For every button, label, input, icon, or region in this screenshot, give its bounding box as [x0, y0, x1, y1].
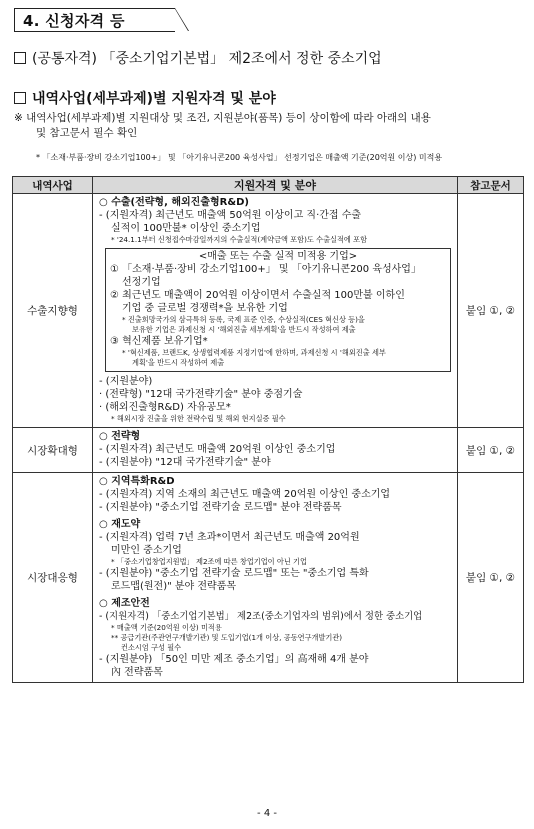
checkbox-square-icon	[14, 92, 26, 104]
footnote: 컨소시엄 구성 필수	[121, 643, 182, 652]
header-program: 내역사업	[13, 177, 93, 194]
line: 선정기업	[122, 277, 161, 288]
line: - (지원분야) 「50인 미만 제조 중소기업」의 高재해 4개 분야	[99, 654, 369, 665]
header-eligibility: 지원자격 및 분야	[93, 177, 458, 194]
line: ③ 혁신제품 보유기업*	[110, 336, 208, 347]
detail-heading	[14, 88, 276, 108]
footnote: ** 공급기관(주관연구개발기관) 및 도입기업(1개 이상, 공동연구개발기관)	[111, 633, 343, 642]
row-content	[93, 473, 458, 683]
line: - (지원분야)	[99, 376, 153, 387]
line: 미만인 중소기업	[111, 545, 182, 556]
common-eligibility	[14, 48, 382, 68]
table-row	[13, 473, 524, 683]
footnote: * 「중소기업창업지원법」 제2조에 따른 창업기업이 아닌 기업	[111, 557, 307, 566]
line: 內 전략품목	[111, 667, 163, 678]
line: - (지원자격) 업력 7년 초과*이면서 최근년도 매출액 20억원	[99, 532, 360, 543]
notice-footnote: * 「소재·부품·장비 강소기업100+」 및 「아기유니콘200 육성사업」 선정기업은 매출액 기준(20억원 이상) 미적용	[36, 153, 443, 162]
exemption-box	[105, 248, 451, 372]
line: - (지원자격) 최근년도 매출액 50억원 이상이고 직·간접 수출	[99, 210, 362, 221]
box-title: <매출 또는 수출 실적 미적용 기업>	[198, 251, 358, 262]
common-eligibility-text: (공통자격) 「중소기업기본법」 제2조에서 정한 중소기업	[32, 51, 382, 67]
line: - (지원자격) 「중소기업기본법」 제2조(중소기업자의 범위)에서 정한 중소기업	[99, 611, 423, 622]
eligibility-table	[12, 176, 524, 683]
detail-heading-text: 내역사업(세부과제)별 지원자격 및 분야	[32, 91, 276, 107]
line: 실적이 100만불* 이상인 중소기업	[111, 223, 261, 234]
notice-line2: 및 참고문서 필수 확인	[36, 127, 138, 139]
line: ① 「소재·부품·장비 강소기업100+」 및 「아기유니콘200 육성사업」	[110, 264, 421, 275]
line: 기업 중 글로벌 경쟁력*을 보유한 기업	[122, 303, 288, 314]
footnote: 계획'을 반드시 작성하여 제출	[132, 358, 225, 367]
line: 로드맵(원전)" 분야 전략품목	[111, 581, 237, 592]
line: - (지원자격) 최근년도 매출액 20억원 이상인 중소기업	[99, 444, 336, 455]
table-header-row	[13, 177, 524, 194]
block-title: ○ 제조안전	[99, 598, 150, 609]
row-reference: 붙임 ①, ②	[458, 194, 524, 428]
block-title: ○ 전략형	[99, 431, 141, 442]
footnote: * '24.1.1부터 신청접수마감일까지의 수출실적(계약금액 포함)도 수출실적에 포함	[111, 235, 368, 244]
footnote: * '혁신제품, 브랜드K, 상생협력제품 지정기업'에 한하며, 과제신청 시 '해외진출 세부	[122, 348, 386, 357]
row-reference: 붙임 ①, ②	[458, 473, 524, 683]
line: · (해외진출형R&D) 자유공모*	[99, 402, 231, 413]
row-content	[93, 428, 458, 473]
notice-line1: ※ 내역사업(세부과제)별 지원대상 및 조건, 지원분야(품목) 등이 상이함에 따라 아래의 내용	[14, 112, 431, 124]
line: · (전략형) "12대 국가전략기술" 분야 중점기술	[99, 389, 303, 400]
table-row	[13, 428, 524, 473]
line: - (지원자격) 지역 소재의 최근년도 매출액 20억원 이상인 중소기업	[99, 489, 391, 500]
line: ② 최근년도 매출액이 20억원 이상이면서 수출실적 100만불 이하인	[110, 290, 405, 301]
block-title: ○ 지역특화R&D	[99, 476, 175, 487]
header-reference: 참고문서	[458, 177, 524, 194]
block-title: ○ 수출(전략형, 해외진출형R&D)	[99, 197, 249, 208]
footnote: 보유한 기업은 과제신청 시 '해외진출 세부계획'을 반드시 작성하여 제출	[132, 325, 356, 334]
row-category: 수출지향형	[13, 194, 93, 428]
row-content	[93, 194, 458, 428]
page-number: - 4 -	[257, 808, 277, 819]
section-title: 4. 신청자격 등	[23, 11, 125, 30]
footnote: * 진출희망국가의 삼극특허 등록, 국제 표준 인증, 수상실적(CES 혁신상 등)을	[122, 315, 365, 324]
block-title: ○ 재도약	[99, 519, 141, 530]
row-category: 시장확대형	[13, 428, 93, 473]
table-row	[13, 194, 524, 428]
checkbox-square-icon	[14, 52, 26, 64]
line: - (지원분야) "중소기업 전략기술 로드맵" 분야 전략품목	[99, 502, 342, 513]
footnote: * 매출액 기준(20억원 이상) 미적용	[111, 623, 222, 632]
row-category: 시장대응형	[13, 473, 93, 683]
line: - (지원분야) "12대 국가전략기술" 분야	[99, 457, 271, 468]
line: - (지원분야) "중소기업 전략기술 로드맵" 또는 "중소기업 특화	[99, 568, 369, 579]
row-reference: 붙임 ①, ②	[458, 428, 524, 473]
footnote: * 해외시장 진출을 위한 전략수립 및 해외 현지실증 필수	[111, 414, 286, 423]
section-header	[14, 8, 175, 32]
